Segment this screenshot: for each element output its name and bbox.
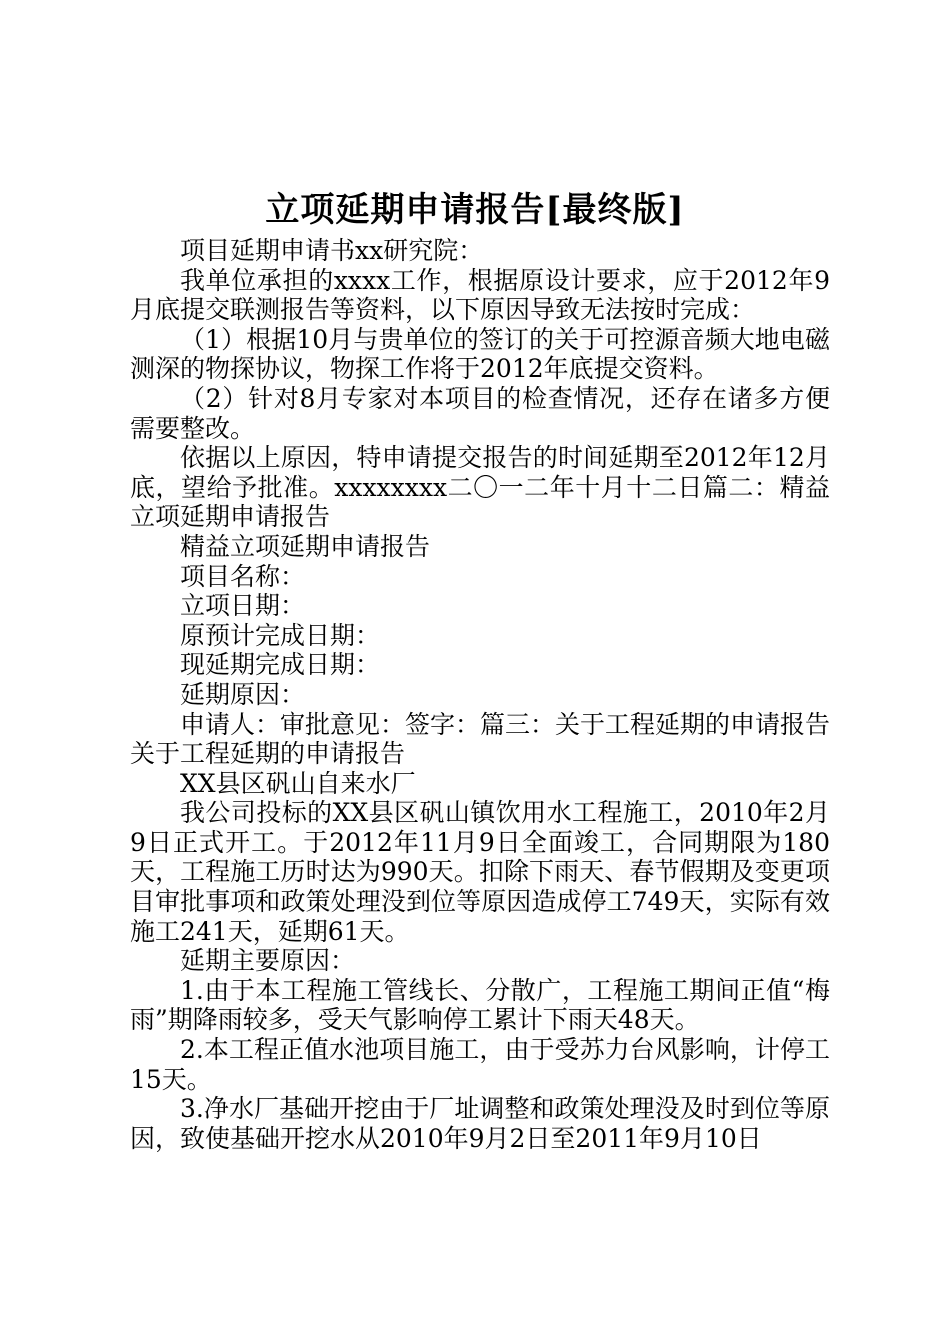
paragraph-project-summary: 我公司投标的XX县区矾山镇饮用水工程施工，2010年2月9日正式开工。于2012年11月9日全面竣工，合同期限为180天，工程施工历时达为990天。扣除下雨天、春节假期及变更项目审批事项和政策处理没到位等原因造成停工749天，实际有效施工241天，延期61天。 (130, 798, 830, 946)
field-new-date: 现延期完成日期： (180, 650, 381, 680)
field-project-name: 项目名称： (180, 561, 306, 591)
paragraph-request: 依据以上原因，特申请提交报告的时间延期至2012年12月底，望给予批准。xxxxxxxx二〇一二年十月十二日篇二：精益立项延期申请报告 (130, 443, 830, 532)
paragraph-main-reason-2: 2.本工程正值水池项目施工，由于受苏力台风影响，计停工15天。 (130, 1035, 830, 1094)
document-title: 立项延期申请报告[最终版] (265, 190, 685, 230)
paragraph-intro: 项目延期申请书xx研究院： (180, 236, 484, 265)
paragraph-main-reasons: 延期主要原因： (180, 946, 356, 976)
paragraph-work-delay: 我单位承担的xxxx工作，根据原设计要求，应于2012年9月底提交联测报告等资料，以下原因导致无法按时完成： (130, 265, 830, 325)
field-start-date: 立项日期： (180, 591, 306, 621)
field-original-date: 原预计完成日期： (180, 620, 381, 650)
document-body (130, 236, 830, 1153)
paragraph-reason-1: （1）根据10月与贵单位的签订的关于可控源音频大地电磁测深的物探协议，物探工作将于2012年底提交资料。 (130, 324, 830, 384)
paragraph-applicant: 申请人：审批意见：签字：篇三：关于工程延期的申请报告关于工程延期的申请报告 (130, 709, 831, 769)
paragraph-reason-2: （2）针对8月专家对本项目的检查情况，还存在诸多方便需要整改。 (130, 383, 830, 443)
paragraph-organization: XX县区矾山自来水厂 (180, 768, 416, 798)
paragraph-subtitle-2: 精益立项延期申请报告 (180, 531, 431, 561)
paragraph-main-reason-3: 3.净水厂基础开挖由于厂址调整和政策处理没及时到位等原因，致使基础开挖水从2010年9月2日至2011年9月10日 (130, 1094, 830, 1153)
field-delay-reason: 延期原因： (180, 679, 306, 709)
paragraph-main-reason-1: 1.由于本工程施工管线长、分散广，工程施工期间正值“梅雨”期降雨较多，受天气影响停工累计下雨天48天。 (130, 975, 830, 1035)
